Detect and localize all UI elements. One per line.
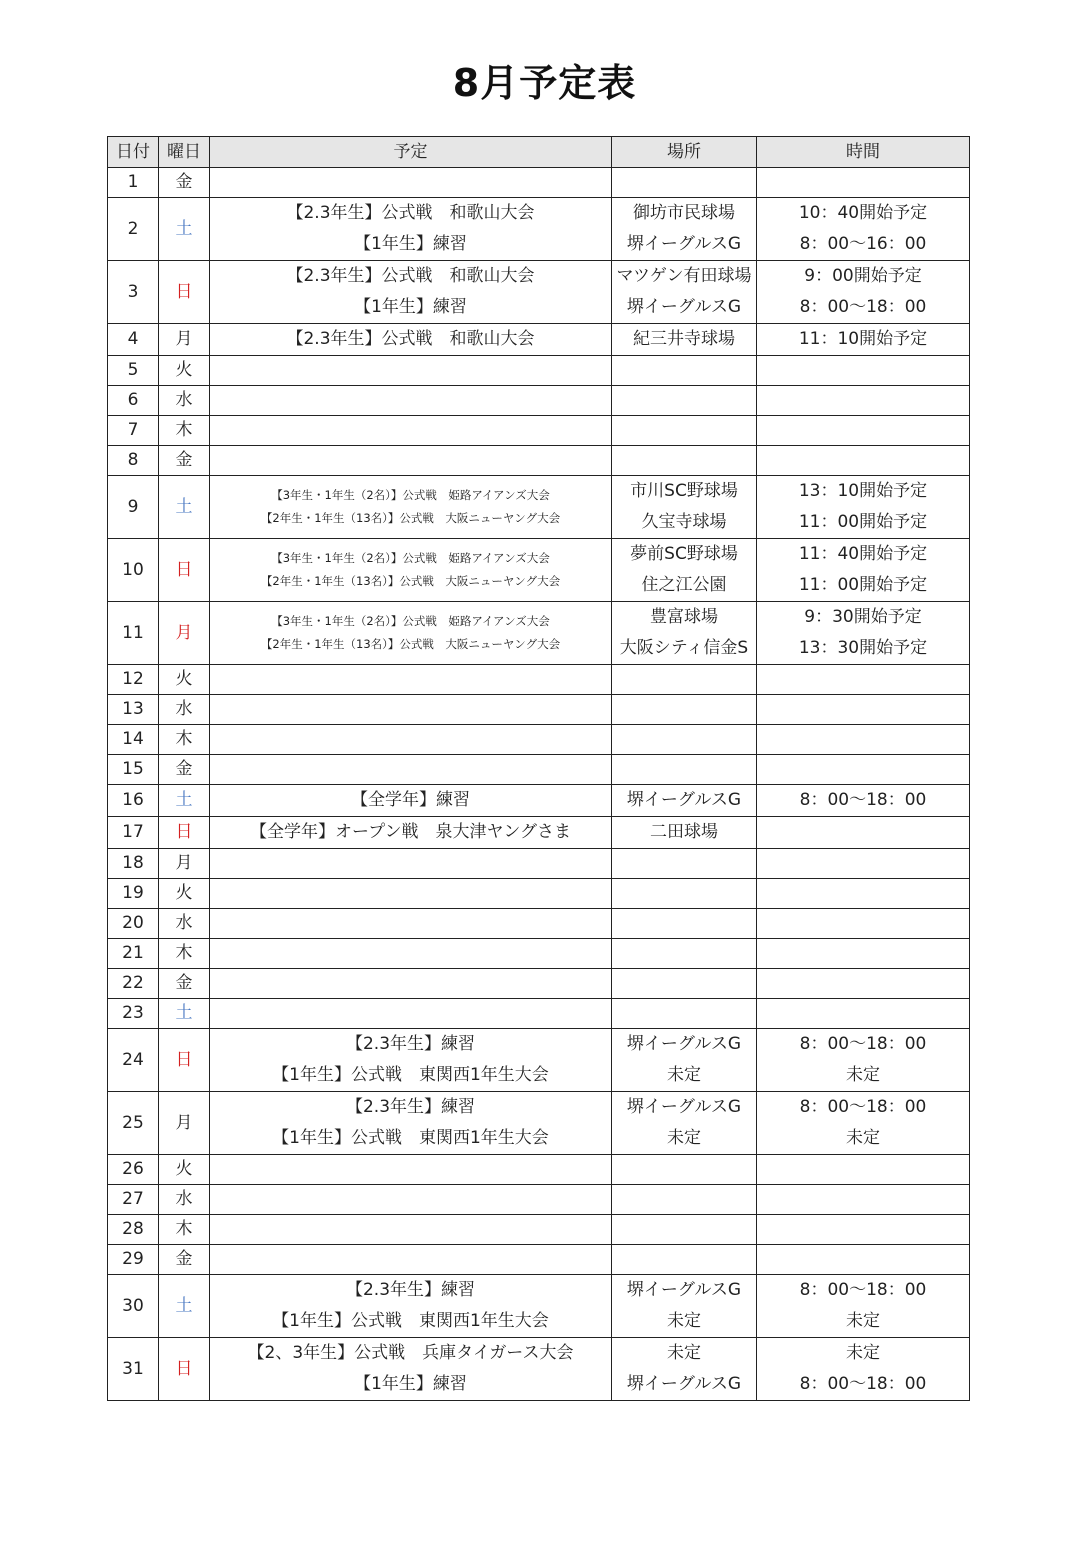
place-cell: [612, 602, 757, 665]
table-row: [108, 386, 970, 416]
time-cell: [757, 909, 970, 939]
date-cell: 23: [108, 999, 159, 1029]
plan-line: 【2.3年生】練習: [345, 1280, 476, 1300]
date-cell: 16: [108, 785, 159, 817]
time-line: 11：10開始予定: [798, 329, 928, 349]
time-cell: [757, 695, 970, 725]
plan-cell: [210, 939, 612, 969]
table-row: [108, 602, 970, 665]
day-cell: 金: [159, 969, 210, 999]
header-time: 時間: [757, 137, 970, 168]
place-cell: [612, 168, 757, 198]
place-line: 大阪シティ信金S: [619, 638, 749, 658]
date-cell: 29: [108, 1245, 159, 1275]
plan-cell: [210, 725, 612, 755]
plan-line: 【2.3年生】練習: [345, 1097, 476, 1117]
day-cell: 火: [159, 356, 210, 386]
table-row: [108, 476, 970, 539]
table-row: [108, 939, 970, 969]
place-line: 堺イーグルスG: [626, 1374, 742, 1394]
place-line: 堺イーグルスG: [626, 297, 742, 317]
place-cell: [612, 386, 757, 416]
place-line: 未定: [667, 1065, 701, 1085]
day-cell: 日: [159, 1029, 210, 1092]
place-cell: [612, 324, 757, 356]
plan-line: 【3年生・1年生（2名）】公式戦 姫路アイアンズ大会: [271, 551, 550, 565]
table-row: [108, 755, 970, 785]
place-line: 未定: [667, 1343, 701, 1363]
plan-line: 【1年生】練習: [354, 234, 467, 254]
place-line: 豊富球場: [650, 607, 718, 627]
date-cell: 28: [108, 1215, 159, 1245]
plan-cell: [210, 999, 612, 1029]
table-row: [108, 168, 970, 198]
day-cell: 金: [159, 755, 210, 785]
table-row: [108, 785, 970, 817]
plan-cell: [210, 755, 612, 785]
day-cell: 木: [159, 416, 210, 446]
time-cell: [757, 1029, 970, 1092]
time-cell: [757, 879, 970, 909]
date-cell: 31: [108, 1338, 159, 1401]
time-cell: [757, 476, 970, 539]
date-cell: 3: [108, 261, 159, 324]
table-row: [108, 1185, 970, 1215]
time-cell: [757, 999, 970, 1029]
date-cell: 9: [108, 476, 159, 539]
date-cell: 25: [108, 1092, 159, 1155]
plan-line: 【2年生・1年生（13名）】公式戦 大阪ニューヤング大会: [260, 511, 561, 525]
place-cell: [612, 969, 757, 999]
table-row: [108, 1275, 970, 1338]
place-cell: [612, 755, 757, 785]
day-cell: 水: [159, 386, 210, 416]
time-line: 11：00開始予定: [798, 575, 928, 595]
day-cell: 金: [159, 168, 210, 198]
schedule-table: [107, 136, 970, 1401]
header-plan: 予定: [210, 137, 612, 168]
day-cell: 月: [159, 602, 210, 665]
day-cell: 火: [159, 1155, 210, 1185]
time-cell: [757, 446, 970, 476]
place-cell: [612, 725, 757, 755]
table-row: [108, 1155, 970, 1185]
day-cell: 水: [159, 1185, 210, 1215]
time-cell: [757, 969, 970, 999]
plan-line: 【2年生・1年生（13名）】公式戦 大阪ニューヤング大会: [260, 574, 561, 588]
table-row: [108, 1092, 970, 1155]
time-line: 未定: [846, 1065, 880, 1085]
day-cell: 火: [159, 879, 210, 909]
date-cell: 27: [108, 1185, 159, 1215]
place-cell: [612, 939, 757, 969]
day-cell: 日: [159, 261, 210, 324]
plan-line: 【2年生・1年生（13名）】公式戦 大阪ニューヤング大会: [260, 637, 561, 651]
place-line: 市川SC野球場: [630, 481, 738, 501]
time-cell: [757, 1338, 970, 1401]
time-line: 未定: [846, 1311, 880, 1331]
place-line: 住之江公園: [641, 575, 727, 595]
time-line: 9：00開始予定: [804, 266, 922, 286]
date-cell: 8: [108, 446, 159, 476]
table-row: [108, 261, 970, 324]
table-row: [108, 356, 970, 386]
table-row: [108, 879, 970, 909]
place-cell: [612, 198, 757, 261]
place-cell: [612, 1092, 757, 1155]
plan-cell: [210, 665, 612, 695]
date-cell: 11: [108, 602, 159, 665]
day-cell: 日: [159, 539, 210, 602]
time-cell: [757, 539, 970, 602]
header-date: 日付: [108, 137, 159, 168]
time-cell: [757, 1092, 970, 1155]
plan-cell: [210, 476, 612, 539]
date-cell: 26: [108, 1155, 159, 1185]
place-cell: [612, 665, 757, 695]
place-cell: [612, 1029, 757, 1092]
place-line: 二田球場: [650, 822, 718, 842]
place-line: 堺イーグルスG: [626, 1280, 742, 1300]
plan-line: 【2.3年生】練習: [345, 1034, 476, 1054]
plan-cell: [210, 168, 612, 198]
plan-line: 【1年生】練習: [354, 297, 467, 317]
place-line: 堺イーグルスG: [626, 790, 742, 810]
time-line: 10：40開始予定: [798, 203, 928, 223]
plan-line: 【2、3年生】公式戦 兵庫タイガース大会: [247, 1343, 574, 1363]
time-cell: [757, 1185, 970, 1215]
plan-cell: [210, 1275, 612, 1338]
table-row: [108, 1338, 970, 1401]
date-cell: 7: [108, 416, 159, 446]
plan-cell: [210, 1092, 612, 1155]
plan-cell: [210, 1215, 612, 1245]
day-cell: 日: [159, 1338, 210, 1401]
time-line: 11：40開始予定: [798, 544, 928, 564]
date-cell: 5: [108, 356, 159, 386]
time-line: 8：00〜18：00: [799, 790, 927, 810]
table-row: [108, 198, 970, 261]
plan-cell: [210, 785, 612, 817]
place-cell: [612, 539, 757, 602]
day-cell: 水: [159, 695, 210, 725]
place-line: 御坊市民球場: [633, 203, 735, 223]
plan-cell: [210, 416, 612, 446]
time-line: 9：30開始予定: [804, 607, 922, 627]
place-cell: [612, 1185, 757, 1215]
table-row: [108, 969, 970, 999]
date-cell: 24: [108, 1029, 159, 1092]
date-cell: 15: [108, 755, 159, 785]
table-row: [108, 849, 970, 879]
plan-cell: [210, 879, 612, 909]
date-cell: 6: [108, 386, 159, 416]
place-cell: [612, 1215, 757, 1245]
plan-cell: [210, 261, 612, 324]
plan-cell: [210, 1155, 612, 1185]
plan-line: 【1年生】公式戦 東関西1年生大会: [272, 1128, 549, 1148]
date-cell: 30: [108, 1275, 159, 1338]
plan-cell: [210, 969, 612, 999]
time-line: 8：00〜18：00: [799, 1034, 927, 1054]
time-cell: [757, 939, 970, 969]
day-cell: 土: [159, 785, 210, 817]
place-cell: [612, 446, 757, 476]
plan-cell: [210, 1029, 612, 1092]
place-cell: [612, 1338, 757, 1401]
plan-line: 【全学年】練習: [351, 790, 470, 810]
day-cell: 土: [159, 476, 210, 539]
place-line: マツゲン有田球場: [616, 266, 752, 286]
place-line: 夢前SC野球場: [630, 544, 738, 564]
place-cell: [612, 909, 757, 939]
time-line: 11：00開始予定: [798, 512, 928, 532]
date-cell: 10: [108, 539, 159, 602]
place-cell: [612, 416, 757, 446]
table-row: [108, 446, 970, 476]
time-cell: [757, 198, 970, 261]
time-cell: [757, 1155, 970, 1185]
day-cell: 金: [159, 446, 210, 476]
day-cell: 水: [159, 909, 210, 939]
plan-cell: [210, 909, 612, 939]
table-row: [108, 539, 970, 602]
table-row: [108, 324, 970, 356]
day-cell: 月: [159, 1092, 210, 1155]
time-cell: [757, 261, 970, 324]
plan-cell: [210, 446, 612, 476]
place-line: 未定: [667, 1128, 701, 1148]
time-line: 13：10開始予定: [798, 481, 928, 501]
time-cell: [757, 324, 970, 356]
day-cell: 木: [159, 1215, 210, 1245]
date-cell: 14: [108, 725, 159, 755]
plan-line: 【2.3年生】公式戦 和歌山大会: [286, 203, 535, 223]
date-cell: 22: [108, 969, 159, 999]
header-row: [108, 137, 970, 168]
time-line: 13：30開始予定: [798, 638, 928, 658]
place-cell: [612, 879, 757, 909]
time-line: 未定: [846, 1128, 880, 1148]
place-line: 未定: [667, 1311, 701, 1331]
place-cell: [612, 1245, 757, 1275]
day-cell: 月: [159, 849, 210, 879]
place-line: 堺イーグルスG: [626, 234, 742, 254]
page-title: 8月予定表: [452, 61, 637, 105]
time-line: 8：00〜16：00: [799, 234, 927, 254]
plan-cell: [210, 324, 612, 356]
date-cell: 18: [108, 849, 159, 879]
time-line: 8：00〜18：00: [799, 297, 927, 317]
date-cell: 4: [108, 324, 159, 356]
plan-cell: [210, 1245, 612, 1275]
place-cell: [612, 1155, 757, 1185]
place-line: 久宝寺球場: [641, 512, 727, 532]
place-cell: [612, 1275, 757, 1338]
time-line: 未定: [846, 1343, 880, 1363]
date-cell: 2: [108, 198, 159, 261]
header-place: 場所: [612, 137, 757, 168]
place-line: 堺イーグルスG: [626, 1034, 742, 1054]
place-line: 堺イーグルスG: [626, 1097, 742, 1117]
time-cell: [757, 849, 970, 879]
time-cell: [757, 356, 970, 386]
place-cell: [612, 849, 757, 879]
day-cell: 日: [159, 817, 210, 849]
table-row: [108, 999, 970, 1029]
time-cell: [757, 602, 970, 665]
plan-line: 【2.3年生】公式戦 和歌山大会: [286, 266, 535, 286]
place-cell: [612, 999, 757, 1029]
time-cell: [757, 725, 970, 755]
date-cell: 1: [108, 168, 159, 198]
plan-line: 【1年生】公式戦 東関西1年生大会: [272, 1311, 549, 1331]
plan-cell: [210, 817, 612, 849]
plan-cell: [210, 1338, 612, 1401]
schedule-body: [108, 168, 970, 1401]
time-line: 8：00〜18：00: [799, 1374, 927, 1394]
plan-cell: [210, 849, 612, 879]
place-cell: [612, 476, 757, 539]
table-row: [108, 909, 970, 939]
plan-line: 【1年生】練習: [354, 1374, 467, 1394]
table-row: [108, 665, 970, 695]
plan-line: 【3年生・1年生（2名）】公式戦 姫路アイアンズ大会: [271, 614, 550, 628]
date-cell: 17: [108, 817, 159, 849]
time-cell: [757, 1245, 970, 1275]
day-cell: 木: [159, 725, 210, 755]
plan-cell: [210, 356, 612, 386]
date-cell: 21: [108, 939, 159, 969]
plan-line: 【2.3年生】公式戦 和歌山大会: [286, 329, 535, 349]
date-cell: 13: [108, 695, 159, 725]
date-cell: 12: [108, 665, 159, 695]
table-row: [108, 416, 970, 446]
place-line: 紀三井寺球場: [633, 329, 735, 349]
day-cell: 月: [159, 324, 210, 356]
plan-cell: [210, 539, 612, 602]
table-row: [108, 1029, 970, 1092]
day-cell: 金: [159, 1245, 210, 1275]
day-cell: 土: [159, 1275, 210, 1338]
time-cell: [757, 386, 970, 416]
plan-cell: [210, 602, 612, 665]
date-cell: 20: [108, 909, 159, 939]
plan-cell: [210, 1185, 612, 1215]
plan-line: 【全学年】オープン戦 泉大津ヤングさま: [250, 822, 571, 842]
time-cell: [757, 416, 970, 446]
plan-cell: [210, 386, 612, 416]
place-cell: [612, 356, 757, 386]
plan-line: 【1年生】公式戦 東関西1年生大会: [272, 1065, 549, 1085]
plan-cell: [210, 198, 612, 261]
table-row: [108, 1215, 970, 1245]
time-cell: [757, 817, 970, 849]
time-cell: [757, 1215, 970, 1245]
table-row: [108, 725, 970, 755]
place-cell: [612, 695, 757, 725]
table-row: [108, 1245, 970, 1275]
day-cell: 木: [159, 939, 210, 969]
time-line: 8：00〜18：00: [799, 1097, 927, 1117]
place-cell: [612, 785, 757, 817]
time-cell: [757, 785, 970, 817]
day-cell: 土: [159, 198, 210, 261]
day-cell: 土: [159, 999, 210, 1029]
place-cell: [612, 817, 757, 849]
place-cell: [612, 261, 757, 324]
time-cell: [757, 1275, 970, 1338]
plan-line: 【3年生・1年生（2名）】公式戦 姫路アイアンズ大会: [271, 488, 550, 502]
time-cell: [757, 755, 970, 785]
time-cell: [757, 168, 970, 198]
table-row: [108, 817, 970, 849]
time-cell: [757, 665, 970, 695]
day-cell: 火: [159, 665, 210, 695]
plan-cell: [210, 695, 612, 725]
date-cell: 19: [108, 879, 159, 909]
time-line: 8：00〜18：00: [799, 1280, 927, 1300]
header-day: 曜日: [159, 137, 210, 168]
table-row: [108, 695, 970, 725]
